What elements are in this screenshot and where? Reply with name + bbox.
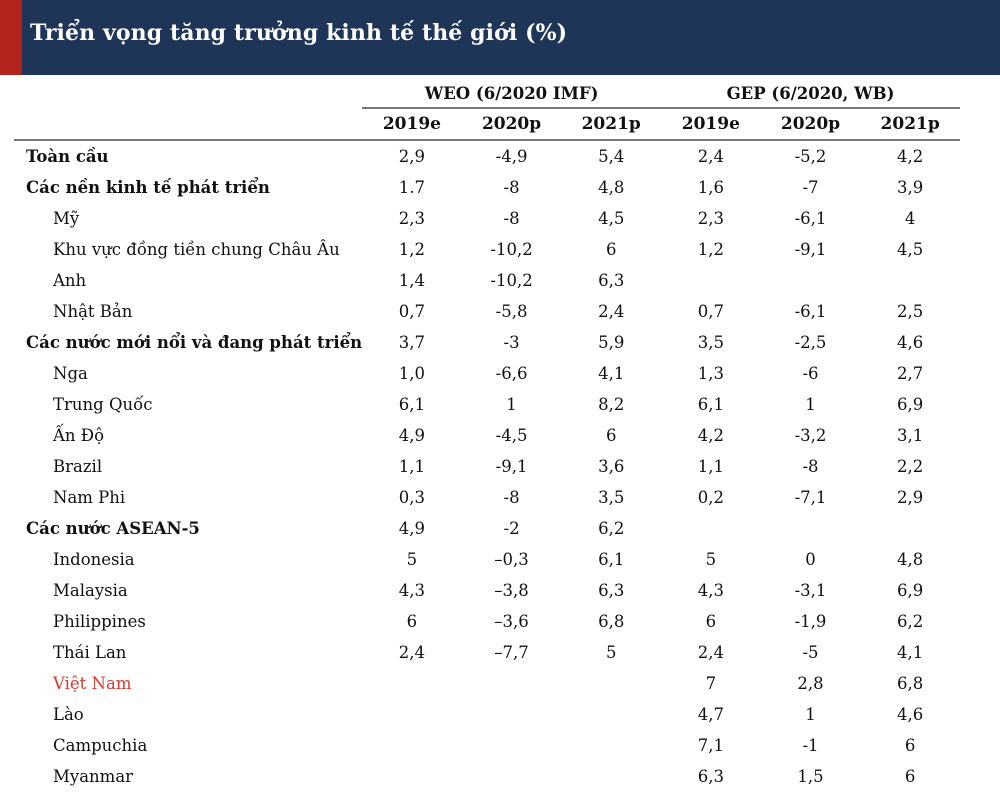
page-title: Triển vọng tăng trưởng kinh tế thế giới (%) [30,20,568,46]
value-cell: 6 [904,736,916,755]
table-row [14,265,960,296]
value-cell: –3,6 [494,612,529,631]
value-cell: -2 [503,519,520,538]
value-cell: -8 [802,457,819,476]
table-row [14,234,960,265]
value-cell: 2,4 [697,643,724,662]
title-accent-stripe [0,0,22,75]
value-cell: 4,2 [897,147,924,166]
row-label: Các nước ASEAN-5 [26,519,200,538]
value-cell: 7 [705,674,717,693]
value-cell: 2,7 [897,364,924,383]
value-cell: -6,6 [495,364,528,383]
value-cell: -10,2 [490,240,533,259]
value-cell [661,513,761,544]
value-cell: -2,5 [794,333,827,352]
value-cell: 1,4 [398,271,426,290]
value-cell: -6,1 [794,209,827,228]
value-cell: 6 [605,240,617,259]
value-cell: 6,1 [697,395,724,414]
table-row [14,203,960,234]
value-cell: 0 [805,550,816,569]
value-cell: 6 [406,612,418,631]
row-label: Nhật Bản [53,302,133,321]
value-cell: 5 [605,643,617,662]
table-row [14,606,960,637]
value-cell: 3,5 [598,488,625,507]
value-cell: 4,7 [697,705,724,724]
value-cell: 8,2 [598,395,625,414]
value-cell: 6,3 [598,271,625,290]
value-cell: 4,9 [398,519,426,538]
table-row [14,761,960,792]
value-cell: 6,9 [897,395,924,414]
row-label: Thái Lan [53,643,127,662]
table-row [14,699,960,730]
table-row [14,482,960,513]
table-row [14,420,960,451]
value-cell: 6,2 [598,519,625,538]
row-label: Mỹ [53,209,80,228]
value-cell [860,265,960,296]
value-cell: 0,7 [697,302,724,321]
year-header: 2021p [561,108,661,140]
table-row [14,637,960,668]
value-cell [462,699,562,730]
year-header: 2019e [362,108,462,140]
value-cell: -7 [802,178,819,197]
year-header: 2020p [462,108,562,140]
value-cell: 6,9 [897,581,924,600]
value-cell: 4,3 [398,581,426,600]
table-row [14,358,960,389]
value-cell: 6,3 [598,581,625,600]
value-cell [761,513,861,544]
value-cell: 4,1 [897,643,924,662]
value-cell: 2,4 [697,147,724,166]
value-cell: 6,3 [697,767,724,786]
value-cell: 6,1 [398,395,426,414]
row-label: Anh [53,271,87,290]
value-cell: -1 [802,736,819,755]
title-bar [0,0,1000,75]
row-label: Campuchia [53,736,148,755]
value-cell: 2,9 [398,147,426,166]
row-label: Indonesia [53,550,135,569]
row-label: Các nền kinh tế phát triển [26,178,270,197]
value-cell: –7,7 [494,643,529,662]
row-label: Myanmar [53,767,134,786]
value-cell: 2,4 [398,643,426,662]
value-cell: 4,8 [598,178,625,197]
group-header-gep: GEP (6/2020, WB) [661,75,960,108]
value-cell: 1,6 [697,178,724,197]
value-cell: 1.7 [398,178,426,197]
value-cell: 5 [406,550,418,569]
value-cell [661,265,761,296]
value-cell: 6,1 [598,550,625,569]
growth-outlook-table [14,75,960,792]
value-cell: 0,2 [697,488,724,507]
value-cell: 1 [805,395,816,414]
table-row [14,296,960,327]
value-cell: 6 [904,767,916,786]
group-header-weo: WEO (6/2020 IMF) [362,75,661,108]
value-cell: 4,2 [697,426,724,445]
value-cell: 4,8 [897,550,924,569]
row-label: Việt Nam [53,674,132,693]
value-cell [362,699,462,730]
value-cell: 1,1 [398,457,426,476]
table-row [14,327,960,358]
table-row [14,513,960,544]
value-cell: 1,2 [697,240,724,259]
value-cell: 4 [904,209,916,228]
value-cell: 2,4 [598,302,625,321]
value-cell [761,265,861,296]
value-cell: 2,2 [897,457,924,476]
value-cell: -1,9 [794,612,827,631]
value-cell [462,668,562,699]
value-cell: 1,5 [797,767,824,786]
year-header: 2019e [661,108,761,140]
value-cell: 2,3 [398,209,426,228]
table-row [14,575,960,606]
value-cell [362,668,462,699]
value-cell: 5,4 [598,147,625,166]
value-cell: –0,3 [494,550,529,569]
value-cell: -3,2 [794,426,827,445]
value-cell: -8 [503,209,520,228]
value-cell: -10,2 [490,271,533,290]
value-cell: -9,1 [495,457,528,476]
value-cell: 6,8 [598,612,625,631]
value-cell: 4,9 [398,426,426,445]
value-cell: 6 [605,426,617,445]
value-cell: -4,9 [495,147,528,166]
row-label: Malaysia [53,581,128,600]
value-cell: 1 [805,705,816,724]
year-header-blank [14,108,362,140]
value-cell: -5,8 [495,302,528,321]
value-cell: -3,1 [794,581,827,600]
value-cell: -6 [802,364,819,383]
value-cell [462,761,562,792]
value-cell: 1 [506,395,517,414]
value-cell: 3,7 [398,333,426,352]
value-cell: 4,6 [897,705,924,724]
table-row [14,172,960,203]
value-cell [362,730,462,761]
table-row [14,544,960,575]
value-cell [462,730,562,761]
value-cell: 4,3 [697,581,724,600]
value-cell: 3,6 [598,457,625,476]
value-cell: 4,6 [897,333,924,352]
value-cell: 3,9 [897,178,924,197]
year-header: 2020p [761,108,861,140]
value-cell: 5 [705,550,717,569]
value-cell: 2,5 [897,302,924,321]
value-cell: -9,1 [794,240,827,259]
value-cell: 5,9 [598,333,625,352]
value-cell: -4,5 [495,426,528,445]
value-cell: 2,9 [897,488,924,507]
value-cell: -5 [802,643,819,662]
value-cell: 6,8 [897,674,924,693]
value-cell: 3,5 [697,333,724,352]
value-cell: -8 [503,488,520,507]
corner-cell [14,75,362,108]
row-label: Ấn Độ [53,426,105,445]
value-cell: –3,8 [494,581,529,600]
row-label: Trung Quốc [53,395,153,414]
table-row [14,730,960,761]
value-cell: -6,1 [794,302,827,321]
value-cell: 1,1 [697,457,724,476]
value-cell [561,730,661,761]
value-cell [860,513,960,544]
value-cell: 0,3 [398,488,426,507]
table-row [14,140,960,172]
value-cell: 1,2 [398,240,426,259]
row-label: Toàn cầu [26,147,109,166]
row-label: Nam Phi [53,488,126,507]
value-cell: 0,7 [398,302,426,321]
value-cell: -5,2 [794,147,827,166]
value-cell: 3,1 [897,426,924,445]
value-cell: -3 [503,333,520,352]
value-cell [561,699,661,730]
value-cell [561,668,661,699]
row-label: Lào [53,705,84,724]
row-label: Các nước mới nổi và đang phát triển [26,333,363,352]
value-cell: -8 [503,178,520,197]
table-row [14,451,960,482]
row-label: Nga [53,364,88,383]
value-cell: 4,5 [598,209,625,228]
value-cell [561,761,661,792]
value-cell: 1,3 [697,364,724,383]
table-row [14,389,960,420]
value-cell: 1,0 [398,364,426,383]
value-cell: 4,1 [598,364,625,383]
value-cell: -7,1 [794,488,827,507]
value-cell: 2,8 [797,674,824,693]
value-cell: 2,3 [697,209,724,228]
value-cell [362,761,462,792]
value-cell: 7,1 [697,736,724,755]
row-label: Philippines [53,612,146,631]
row-label: Khu vực đồng tiền chung Châu Âu [53,240,340,259]
table-row [14,668,960,699]
value-cell: 6 [705,612,717,631]
year-header: 2021p [860,108,960,140]
value-cell: 4,5 [897,240,924,259]
value-cell: 6,2 [897,612,924,631]
row-label: Brazil [53,457,103,476]
